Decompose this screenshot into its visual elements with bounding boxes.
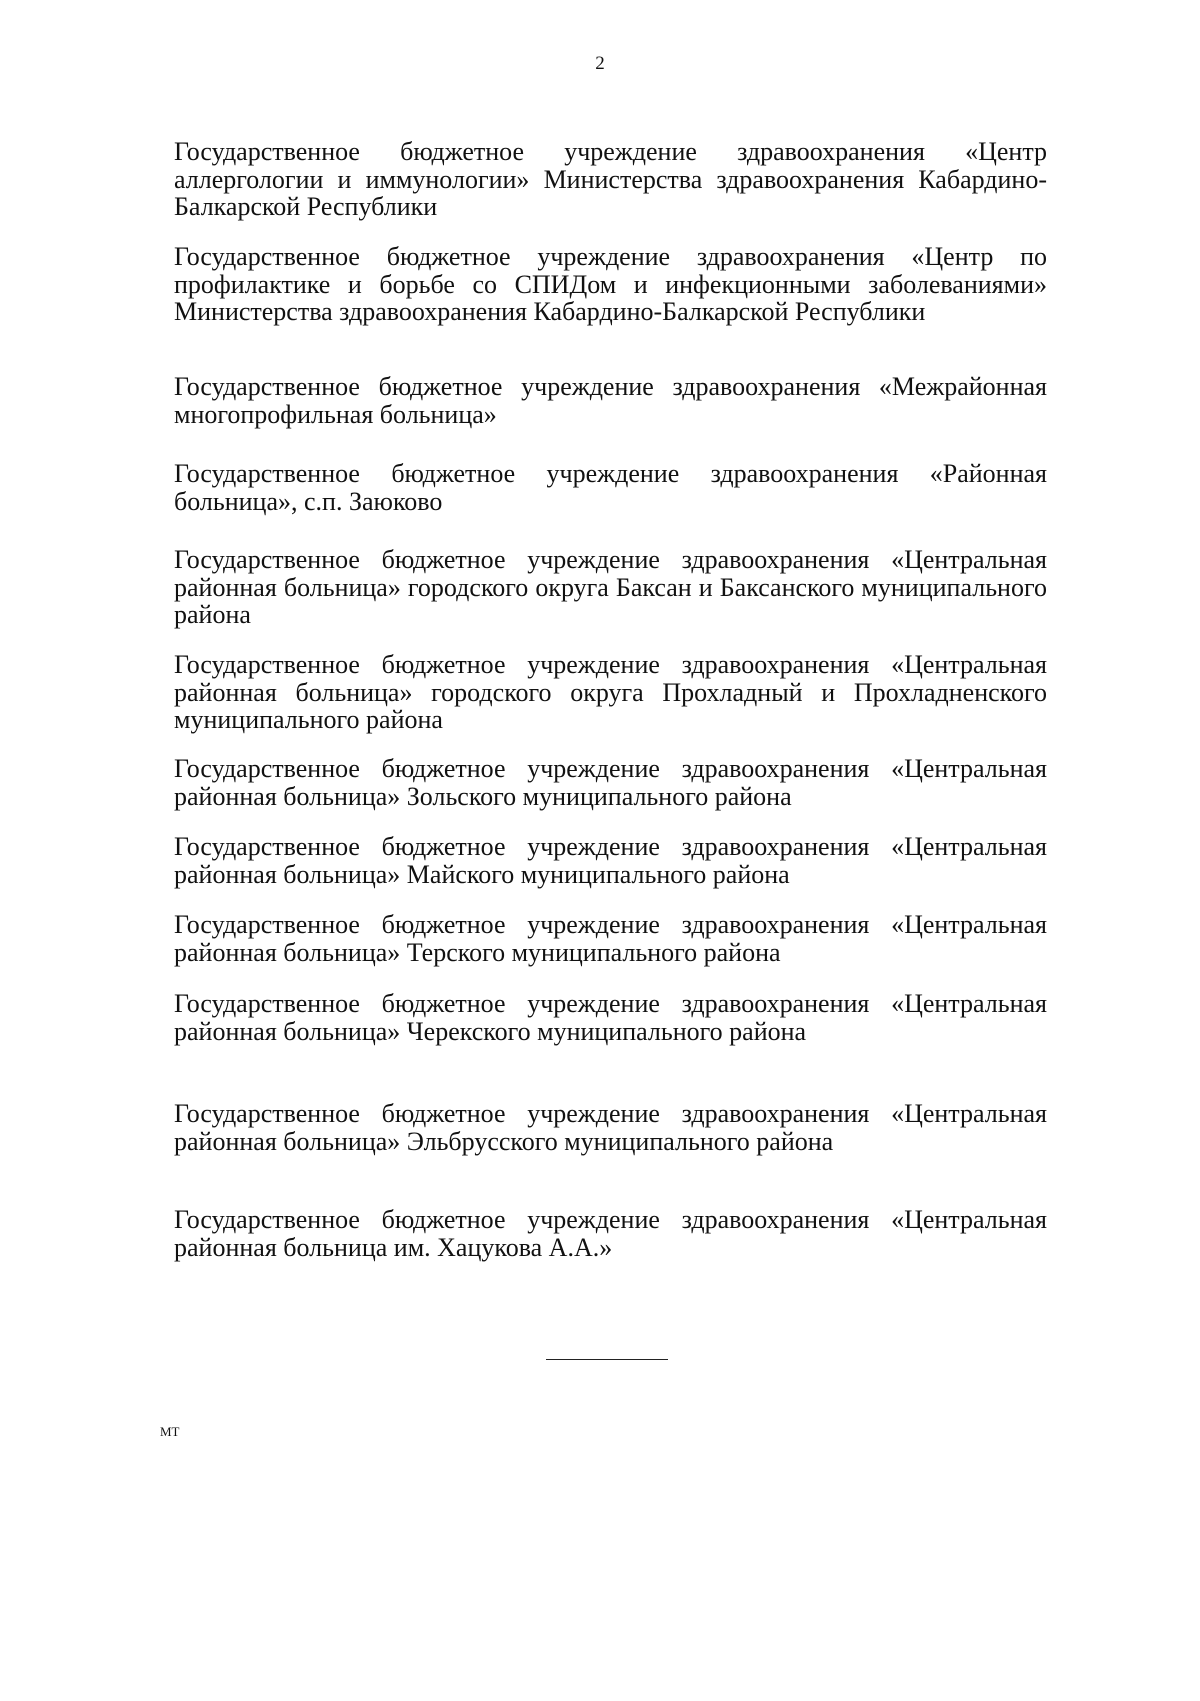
institution-entry-12: Государственное бюджетное учреждение здравоохранения «Центральная районная больница им. Хацукова А.А.»: [174, 1205, 1047, 1262]
institution-entry-2: Государственное бюджетное учреждение здравоохранения «Центр по профилактике и борьбе со СПИДом и инфекционными заболеваниями» Министерства здравоохранения Кабардино-Балкарской Республики: [174, 242, 1047, 326]
separator-line: [546, 1359, 668, 1360]
institution-entry-3: Государственное бюджетное учреждение здравоохранения «Межрайонная многопрофильная больница»: [174, 372, 1047, 429]
institution-entry-10: Государственное бюджетное учреждение здравоохранения «Центральная районная больница» Черекского муниципального района: [174, 989, 1047, 1046]
institution-entry-7: Государственное бюджетное учреждение здравоохранения «Центральная районная больница» Зольского муниципального района: [174, 754, 1047, 811]
institution-entry-1: Государственное бюджетное учреждение здравоохранения «Центр аллергологии и иммунологии» Министерства здравоохранения Кабардино-Балкарской Республики: [174, 137, 1047, 221]
institution-entry-8: Государственное бюджетное учреждение здравоохранения «Центральная районная больница» Майского муниципального района: [174, 832, 1047, 889]
institution-entry-11: Государственное бюджетное учреждение здравоохранения «Центральная районная больница» Эльбрусского муниципального района: [174, 1099, 1047, 1156]
institution-entry-6: Государственное бюджетное учреждение здравоохранения «Центральная районная больница» городского округа Прохладный и Прохладненского муниципального района: [174, 650, 1047, 734]
institution-entry-4: Государственное бюджетное учреждение здравоохранения «Районная больница», с.п. Заюково: [174, 459, 1047, 516]
page-number: 2: [595, 53, 605, 74]
institution-entry-9: Государственное бюджетное учреждение здравоохранения «Центральная районная больница» Терского муниципального района: [174, 910, 1047, 967]
institution-entry-5: Государственное бюджетное учреждение здравоохранения «Центральная районная больница» городского округа Баксан и Баксанского муниципального района: [174, 545, 1047, 629]
footer-mark: МТ: [160, 1424, 180, 1439]
